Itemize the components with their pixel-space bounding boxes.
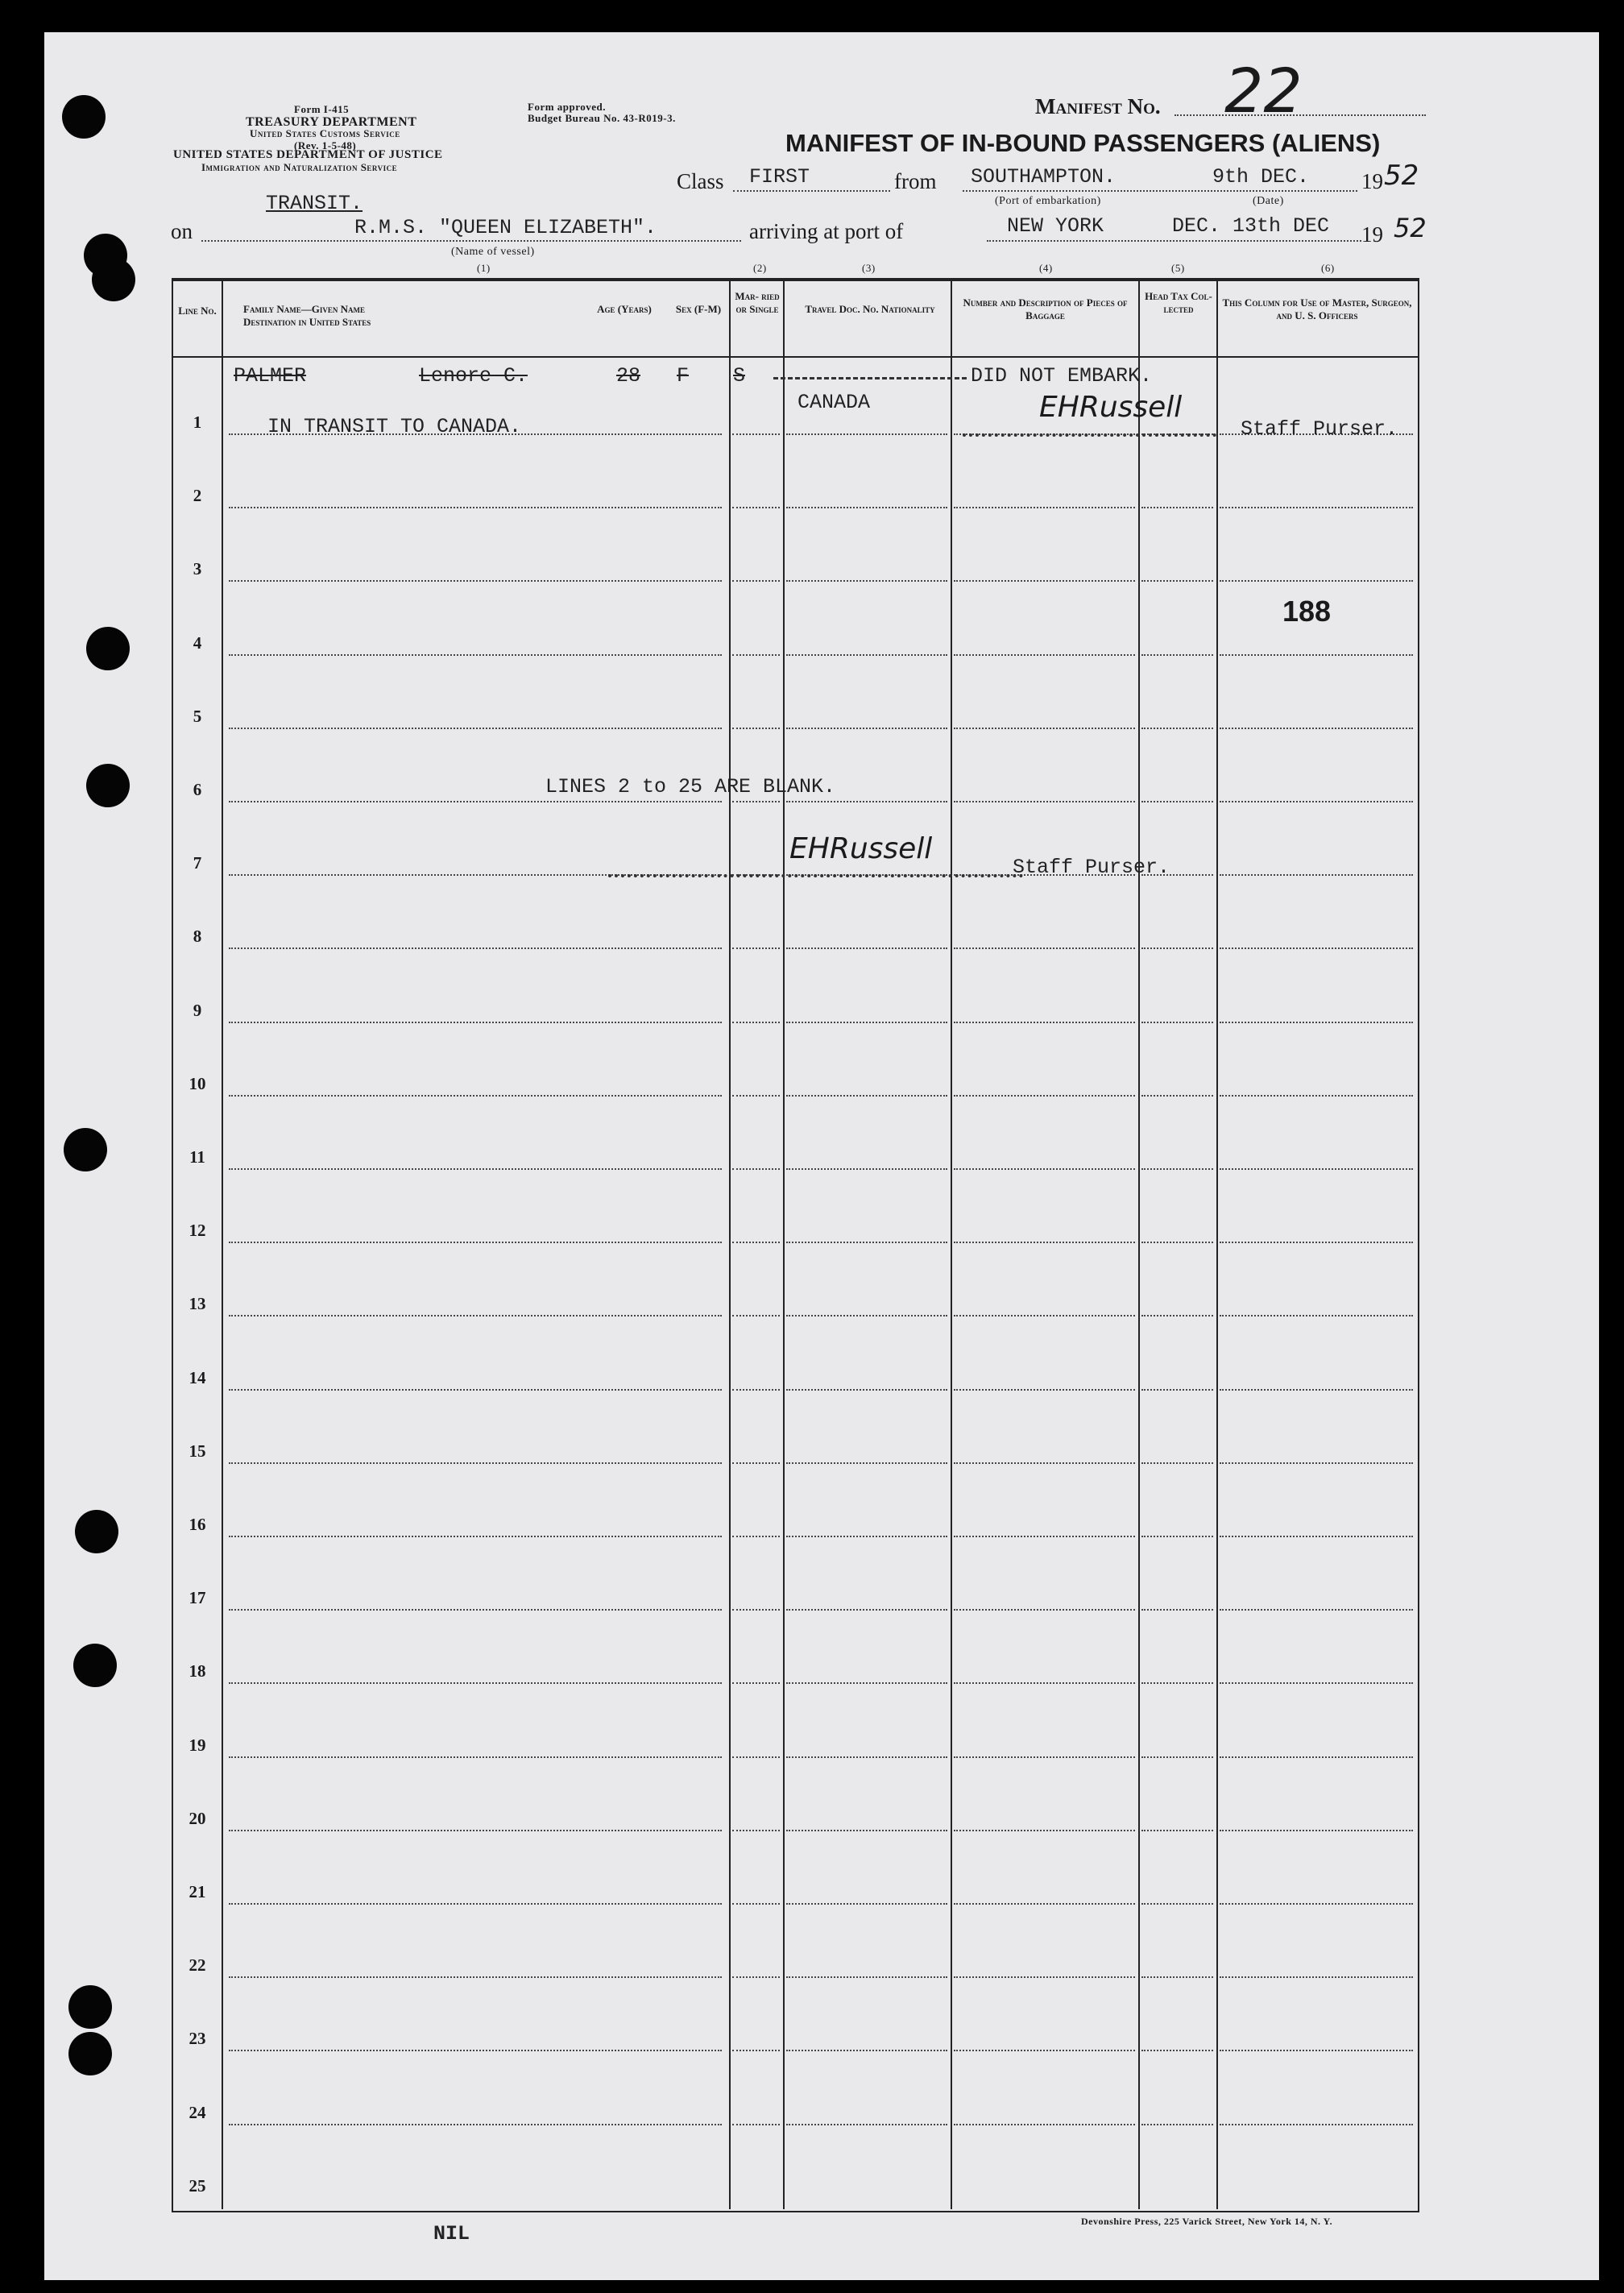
row-rule	[1141, 1462, 1213, 1464]
row-rule	[954, 728, 1135, 729]
row-rule	[786, 580, 947, 582]
row-rule	[229, 1022, 722, 1023]
row-number: 11	[189, 1147, 205, 1167]
punch-hole	[92, 258, 135, 301]
arrival-year-prefix: 19	[1361, 222, 1383, 247]
arrival-year: 52	[1394, 213, 1427, 243]
form-number: Form I-415	[294, 103, 350, 115]
row-rule	[1220, 728, 1413, 729]
row-rule	[954, 1389, 1135, 1391]
row-rule	[954, 2050, 1135, 2051]
immigration-service: Immigration and Naturalization Service	[201, 161, 398, 173]
row-rule	[954, 1682, 1135, 1684]
row-rule	[1220, 2124, 1413, 2125]
row-rule	[786, 1976, 947, 1978]
row-rule	[786, 728, 947, 729]
row-rule	[1220, 507, 1413, 508]
row-rule	[1141, 1022, 1213, 1023]
row-rule	[229, 1830, 722, 1831]
row-rule	[1141, 1830, 1213, 1831]
row-rule	[1220, 1315, 1413, 1317]
from-label: from	[894, 169, 937, 193]
row-rule	[1141, 1536, 1213, 1537]
manifest-no-label: Manifest No.	[1035, 94, 1161, 118]
row-rule	[229, 507, 722, 508]
row-rule	[229, 1462, 722, 1464]
row-rule	[786, 1168, 947, 1170]
manifest-number: 22	[1224, 55, 1303, 126]
row-rule	[786, 433, 947, 435]
row-rule	[786, 654, 947, 656]
header-line-no: Line No.	[178, 305, 217, 317]
punch-hole	[75, 1510, 118, 1553]
column-number: (1)	[477, 262, 491, 274]
row-rule	[1220, 1242, 1413, 1243]
row-number: 18	[188, 1661, 206, 1681]
nil-note: NIL	[433, 2222, 470, 2245]
row-rule	[1141, 1242, 1213, 1243]
row-rule	[732, 1462, 780, 1464]
struck-age: 28	[616, 364, 641, 388]
stamp-number: 188	[1282, 595, 1332, 628]
row-rule	[954, 947, 1135, 949]
row-rule	[1220, 1168, 1413, 1170]
row-rule	[786, 1903, 947, 1905]
row-number: 16	[188, 1515, 206, 1534]
row-number: 4	[193, 632, 202, 653]
row-rule	[1141, 2124, 1213, 2125]
row-rule	[1141, 947, 1213, 949]
row-rule	[1141, 1315, 1213, 1317]
row-rule	[954, 1830, 1135, 1831]
row-number: 8	[193, 927, 202, 947]
row-number: 13	[188, 1294, 206, 1314]
column-number: (2)	[753, 262, 767, 274]
punch-hole	[62, 95, 106, 139]
row-rule	[1141, 1903, 1213, 1905]
header-sex: Sex (F-M)	[675, 303, 722, 315]
struck-sex: F	[677, 364, 690, 388]
row-rule	[954, 1095, 1135, 1097]
row-rule	[229, 728, 722, 729]
punch-hole	[86, 764, 130, 807]
row-rule	[732, 2124, 780, 2125]
row-rule	[732, 728, 780, 729]
row-rule	[229, 1682, 722, 1684]
department-of-justice: UNITED STATES DEPARTMENT OF JUSTICE	[173, 148, 443, 161]
transit-label: TRANSIT.	[266, 192, 363, 215]
row-rule	[786, 947, 947, 949]
row-rule	[732, 947, 780, 949]
row-rule	[732, 507, 780, 508]
year-value: 52	[1384, 160, 1419, 192]
row-rule	[1141, 1095, 1213, 1097]
row-number: 24	[188, 2102, 206, 2122]
row-number: 20	[188, 1808, 206, 1828]
row-number: 15	[188, 1441, 206, 1461]
row-rule	[229, 1242, 722, 1243]
budget-bureau: Budget Bureau No. 43-R019-3.	[528, 112, 676, 124]
row-number: 7	[193, 853, 202, 873]
staff-purser-title: Staff Purser.	[1241, 417, 1398, 441]
row-rule	[1220, 580, 1413, 582]
row-rule	[732, 1976, 780, 1978]
row-rule	[732, 1022, 780, 1023]
vessel-caption: (Name of vessel)	[451, 246, 535, 258]
row-number: 12	[188, 1221, 206, 1241]
row-rule	[1220, 1830, 1413, 1831]
row-rule	[732, 1903, 780, 1905]
row-rule	[1220, 1609, 1413, 1611]
row-rule	[229, 1315, 722, 1317]
row-rule	[1141, 1976, 1213, 1978]
form-revision: (Rev. 1-5-48)	[294, 139, 357, 151]
row-rule	[1220, 1462, 1413, 1464]
header-destination: Destination in United States	[243, 316, 371, 328]
row-rule	[229, 1976, 722, 1978]
row-rule	[786, 1756, 947, 1758]
row-rule	[786, 1536, 947, 1537]
row-rule	[732, 1682, 780, 1684]
header-travel-doc: Travel Doc. No. Nationality	[805, 303, 935, 315]
row-rule	[229, 1609, 722, 1611]
row-rule	[786, 1315, 947, 1317]
column-number: (3)	[862, 262, 876, 274]
row-rule	[1220, 1022, 1413, 1023]
row-rule	[954, 1756, 1135, 1758]
row-rule	[1220, 654, 1413, 656]
row-rule	[954, 2124, 1135, 2125]
row-rule	[229, 1536, 722, 1537]
row-rule	[732, 1389, 780, 1391]
punch-hole	[64, 1128, 107, 1171]
punch-hole	[68, 1985, 112, 2029]
row-rule	[1141, 1168, 1213, 1170]
on-label: on	[171, 219, 193, 243]
row-rule	[954, 801, 1135, 802]
row-rule	[786, 1830, 947, 1831]
row-number: 14	[188, 1367, 206, 1387]
punch-hole	[86, 627, 130, 670]
row-rule	[954, 1609, 1135, 1611]
row-rule	[1220, 1903, 1413, 1905]
row-rule	[229, 1756, 722, 1758]
row-rule	[786, 1095, 947, 1097]
row-rule	[954, 1976, 1135, 1978]
header-officers: This Column for Use of Master, Surgeon, and U. S. Officers	[1222, 296, 1412, 321]
staff-purser-title-2: Staff Purser.	[1013, 856, 1170, 879]
row-rule	[732, 1830, 780, 1831]
row-rule	[1141, 580, 1213, 582]
row-rule	[229, 580, 722, 582]
column-number: (4)	[1039, 262, 1053, 274]
row-rule	[732, 1315, 780, 1317]
printer-imprint: Devonshire Press, 225 Varick Street, New York 14, N. Y.	[1081, 2216, 1333, 2227]
date-caption: (Date)	[1253, 195, 1284, 207]
row-number: 23	[188, 2029, 206, 2049]
row-rule	[1220, 2050, 1413, 2051]
row-rule	[954, 654, 1135, 656]
class-value: FIRST	[749, 165, 810, 189]
purser-signature: EHRussell	[1039, 391, 1183, 424]
row-rule	[786, 1609, 947, 1611]
row-rule	[229, 1389, 722, 1391]
row-rule	[1141, 1609, 1213, 1611]
row-rule	[786, 801, 947, 802]
row-rule	[1220, 1976, 1413, 1978]
row-number: 5	[193, 706, 202, 726]
nationality: CANADA	[798, 391, 871, 414]
manifest-table	[172, 278, 1419, 2212]
row-rule	[1141, 654, 1213, 656]
header-married: Mar- ried or Single	[735, 290, 780, 315]
row-number: 3	[193, 559, 202, 579]
row-rule	[1220, 801, 1413, 802]
row-rule	[229, 947, 722, 949]
row-rule	[786, 1462, 947, 1464]
row-rule	[732, 580, 780, 582]
column-number: (5)	[1171, 262, 1185, 274]
row-rule	[1141, 728, 1213, 729]
column-number: (6)	[1321, 262, 1335, 274]
arrival-date: DEC. 13th DEC	[1172, 214, 1330, 238]
row-rule	[1141, 801, 1213, 802]
row-rule	[229, 1903, 722, 1905]
arrival-port: NEW YORK	[1007, 214, 1104, 238]
blank-lines-note: LINES 2 to 25 ARE BLANK.	[545, 775, 836, 798]
row-rule	[786, 1389, 947, 1391]
row-rule	[1220, 1536, 1413, 1537]
row-rule	[1141, 1756, 1213, 1758]
row-number: 6	[193, 780, 202, 799]
vessel-name: R.M.S. "QUEEN ELIZABETH".	[354, 216, 657, 239]
arriving-label: arriving at port of	[749, 219, 904, 243]
row-number: 9	[193, 1000, 202, 1020]
row-rule	[732, 433, 780, 435]
row-rule	[732, 1609, 780, 1611]
transit-note: IN TRANSIT TO CANADA.	[267, 415, 522, 438]
row-number: 1	[193, 413, 202, 432]
port-of-embarkation: SOUTHAMPTON.	[971, 165, 1116, 189]
row-rule	[786, 507, 947, 508]
row-rule	[732, 801, 780, 802]
row-rule	[954, 1315, 1135, 1317]
header-baggage: Number and Description of Pieces of Baggage	[963, 296, 1128, 321]
row-rule	[1220, 947, 1413, 949]
customs-service: United States Customs Service	[250, 127, 400, 139]
row-rule	[229, 1095, 722, 1097]
row-rule	[1220, 1389, 1413, 1391]
row-rule	[954, 1462, 1135, 1464]
embarkation-date: 9th DEC.	[1212, 165, 1310, 189]
purser-signature-2: EHRussell	[789, 832, 933, 865]
class-label: Class	[677, 169, 724, 193]
row-rule	[732, 1168, 780, 1170]
row-number: 19	[188, 1735, 206, 1755]
row-rule	[954, 507, 1135, 508]
row-rule	[786, 1682, 947, 1684]
row-rule	[954, 1242, 1135, 1243]
row-number: 10	[188, 1073, 206, 1093]
did-not-embark: DID NOT EMBARK.	[971, 364, 1153, 388]
treasury-department: TREASURY DEPARTMENT	[246, 115, 417, 129]
row-rule	[732, 1756, 780, 1758]
form-approved: Form approved.	[528, 101, 607, 113]
row-rule	[1141, 1389, 1213, 1391]
row-rule	[732, 654, 780, 656]
struck-given-name: Lenore C.	[419, 364, 528, 388]
row-rule	[786, 2050, 947, 2051]
row-rule	[732, 1536, 780, 1537]
header-name: Family Name—Given Name	[243, 303, 366, 315]
struck-marital-status: S	[733, 364, 746, 388]
row-rule	[1141, 1682, 1213, 1684]
row-rule	[1141, 2050, 1213, 2051]
row-rule	[954, 580, 1135, 582]
row-rule	[732, 2050, 780, 2051]
row-rule	[786, 1242, 947, 1243]
header-head-tax: Head Tax Col- lected	[1145, 290, 1212, 315]
row-rule	[229, 801, 722, 802]
row-rule	[954, 1903, 1135, 1905]
manifest-title: MANIFEST OF IN-BOUND PASSENGERS (ALIENS)	[785, 129, 1381, 157]
row-rule	[954, 1536, 1135, 1537]
row-rule	[229, 1168, 722, 1170]
year-prefix: 19	[1361, 169, 1383, 193]
row-rule	[954, 1168, 1135, 1170]
row-rule	[1220, 1756, 1413, 1758]
row-rule	[786, 2124, 947, 2125]
port-caption: (Port of embarkation)	[995, 195, 1101, 207]
row-rule	[229, 2124, 722, 2125]
row-number: 2	[193, 486, 202, 506]
row-rule	[229, 2050, 722, 2051]
row-rule	[1141, 507, 1213, 508]
row-number: 25	[188, 2175, 206, 2196]
punch-hole	[68, 2032, 112, 2075]
row-rule	[732, 1095, 780, 1097]
row-rule	[1220, 1682, 1413, 1684]
row-rule	[732, 1242, 780, 1243]
row-rule	[786, 1022, 947, 1023]
row-number: 21	[188, 1882, 206, 1901]
row-rule	[229, 654, 722, 656]
header-age: Age (Years)	[597, 303, 652, 315]
row-rule	[1220, 1095, 1413, 1097]
row-rule	[1220, 874, 1413, 876]
row-number: 22	[188, 1955, 206, 1976]
row-rule	[954, 1022, 1135, 1023]
punch-hole	[73, 1644, 117, 1687]
row-number: 17	[188, 1588, 206, 1608]
struck-family-name: PALMER	[234, 364, 307, 388]
